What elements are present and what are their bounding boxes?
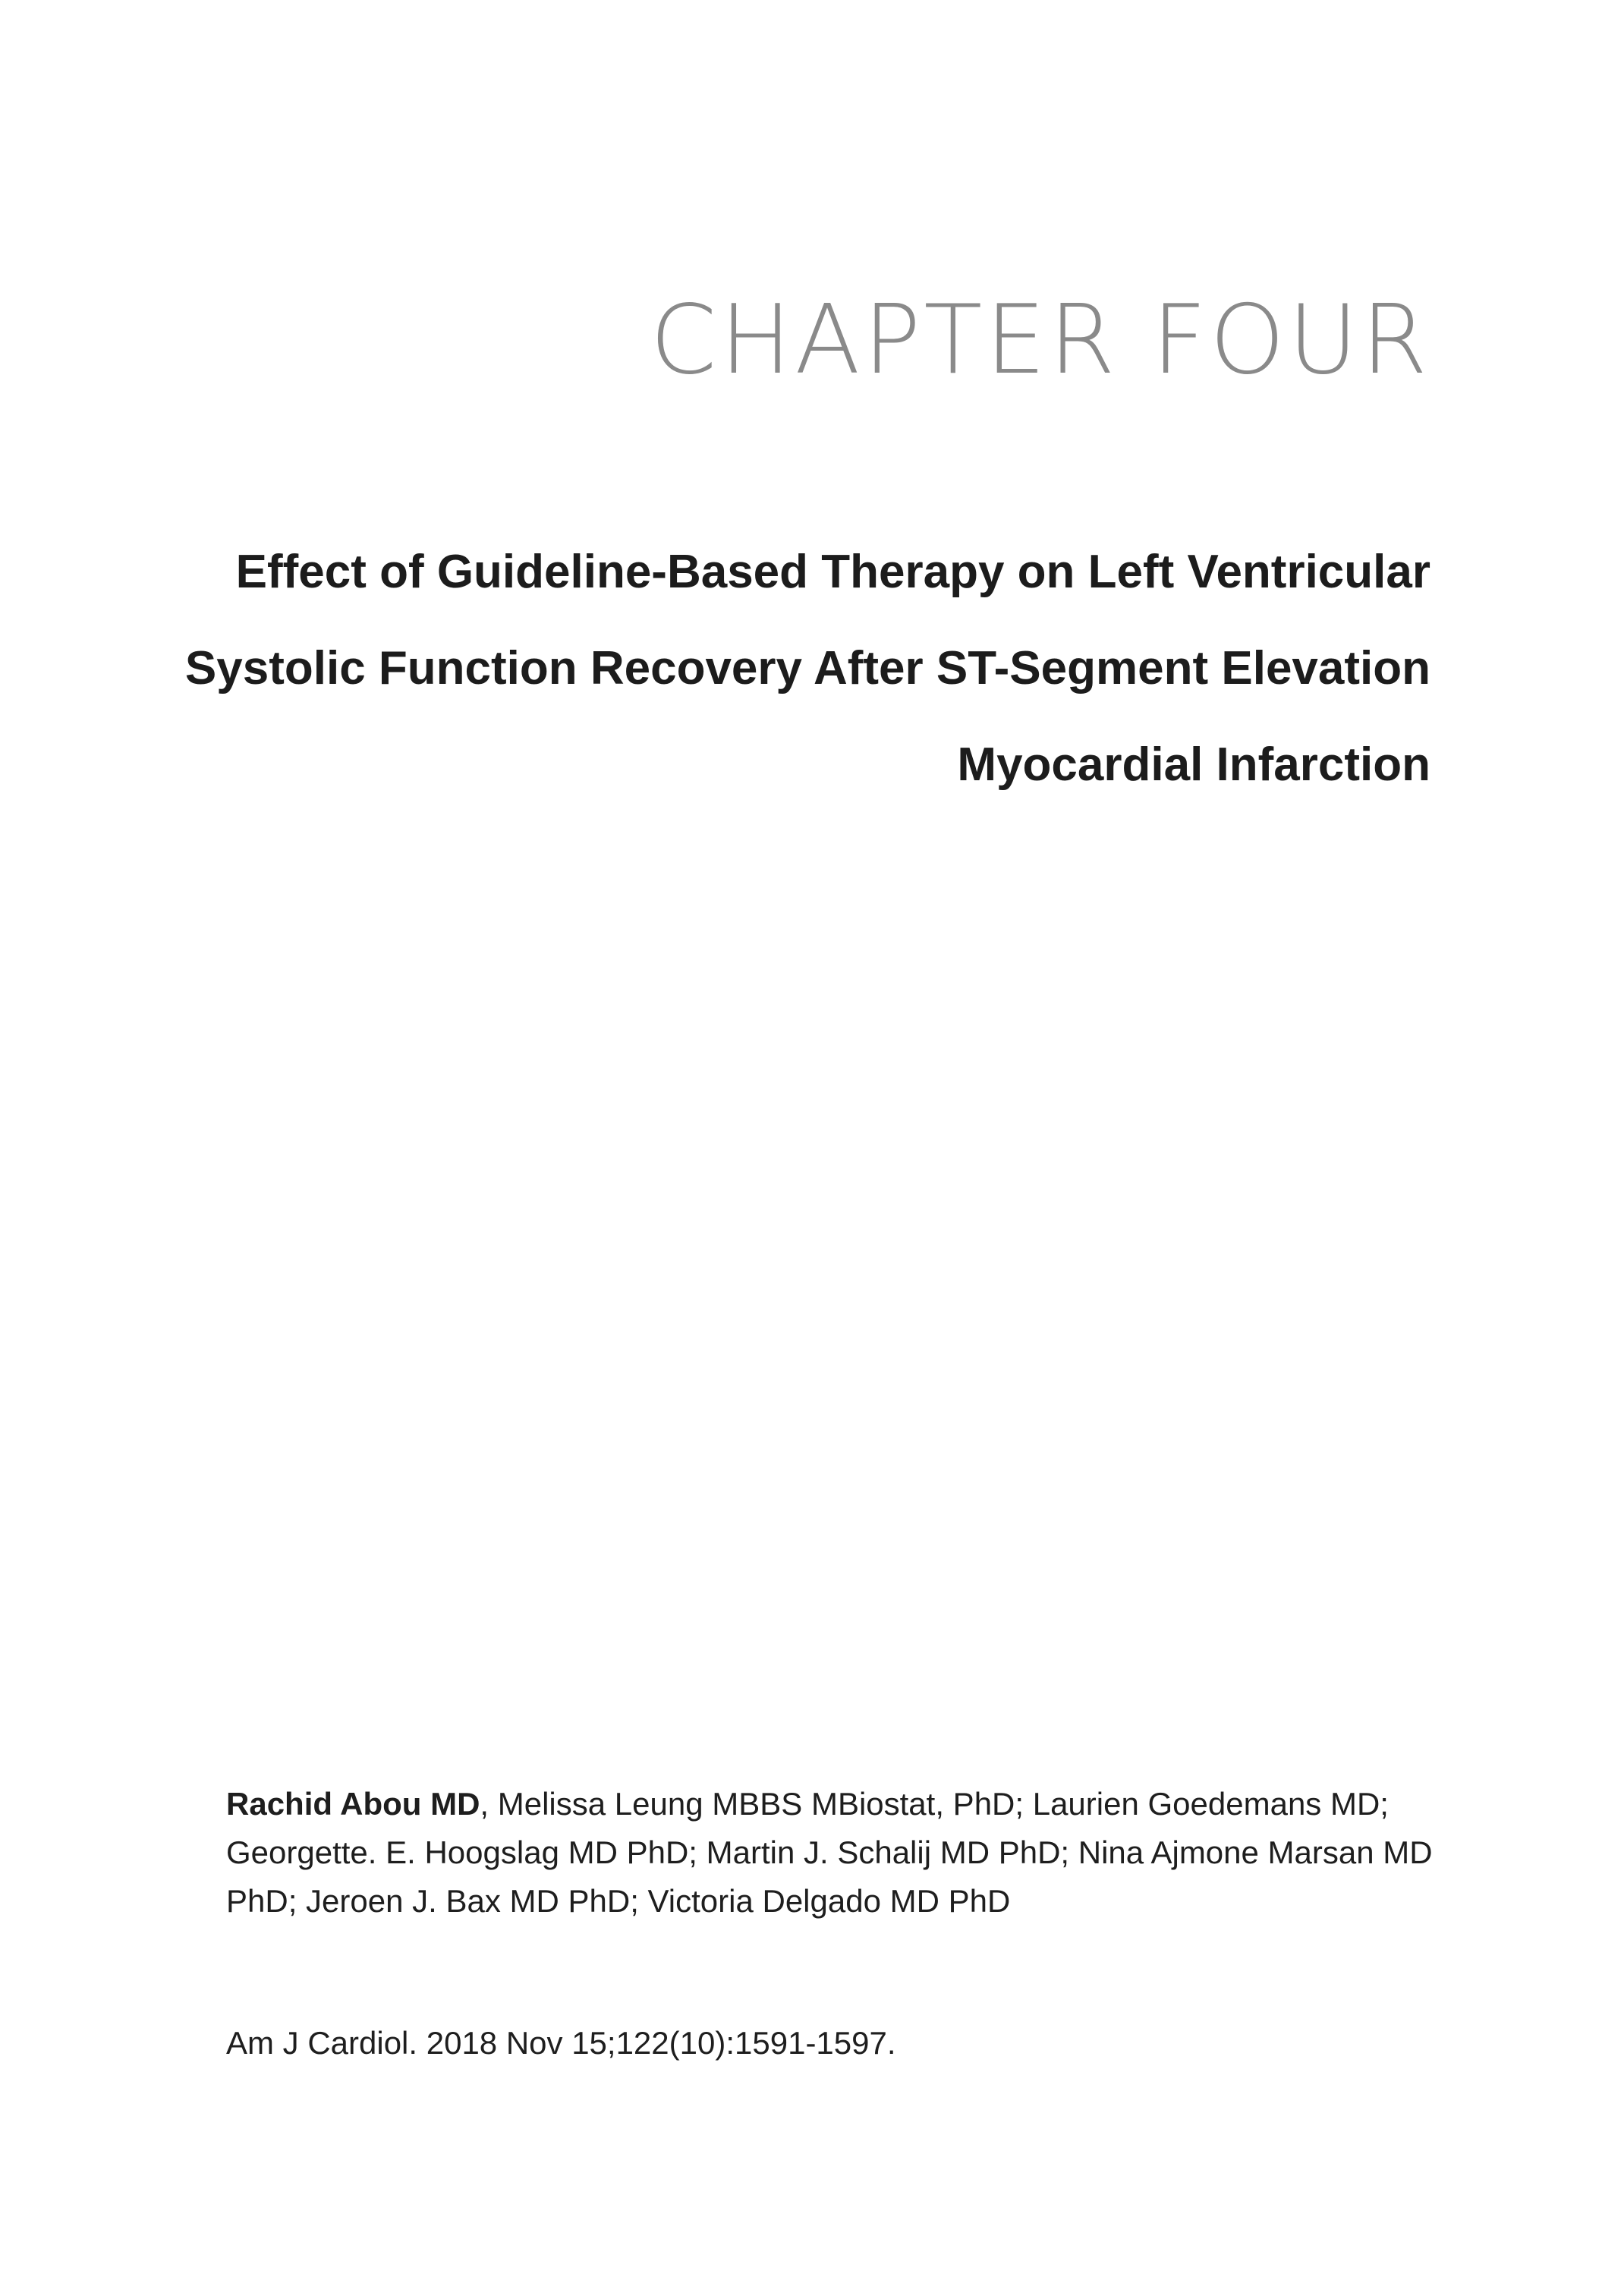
author-list [226, 1780, 1456, 1926]
co-authors-line-1: , Melissa Leung MBBS MBiostat, PhD; Laurien Goedemans MD; [480, 1786, 1389, 1822]
chapter-heading: CHAPTER FOUR [650, 284, 1430, 395]
title-line: Systolic Function Recovery After ST-Segment Elevation [184, 642, 1430, 694]
lead-author: Rachid Abou MD [226, 1786, 480, 1822]
title-line: Effect of Guideline-Based Therapy on Left Ventricular [235, 546, 1430, 598]
co-authors-line-3: PhD; Jeroen J. Bax MD PhD; Victoria Delgado MD PhD [226, 1883, 1011, 1919]
article-title [65, 524, 1430, 813]
co-authors-line-2: Georgette. E. Hoogslag MD PhD; Martin J. Schalij MD PhD; Nina Ajmone Marsan MD [226, 1835, 1433, 1870]
journal-citation: Am J Cardiol. 2018 Nov 15;122(10):1591-1597. [226, 2025, 896, 2061]
title-line: Myocardial Infarction [957, 739, 1430, 791]
